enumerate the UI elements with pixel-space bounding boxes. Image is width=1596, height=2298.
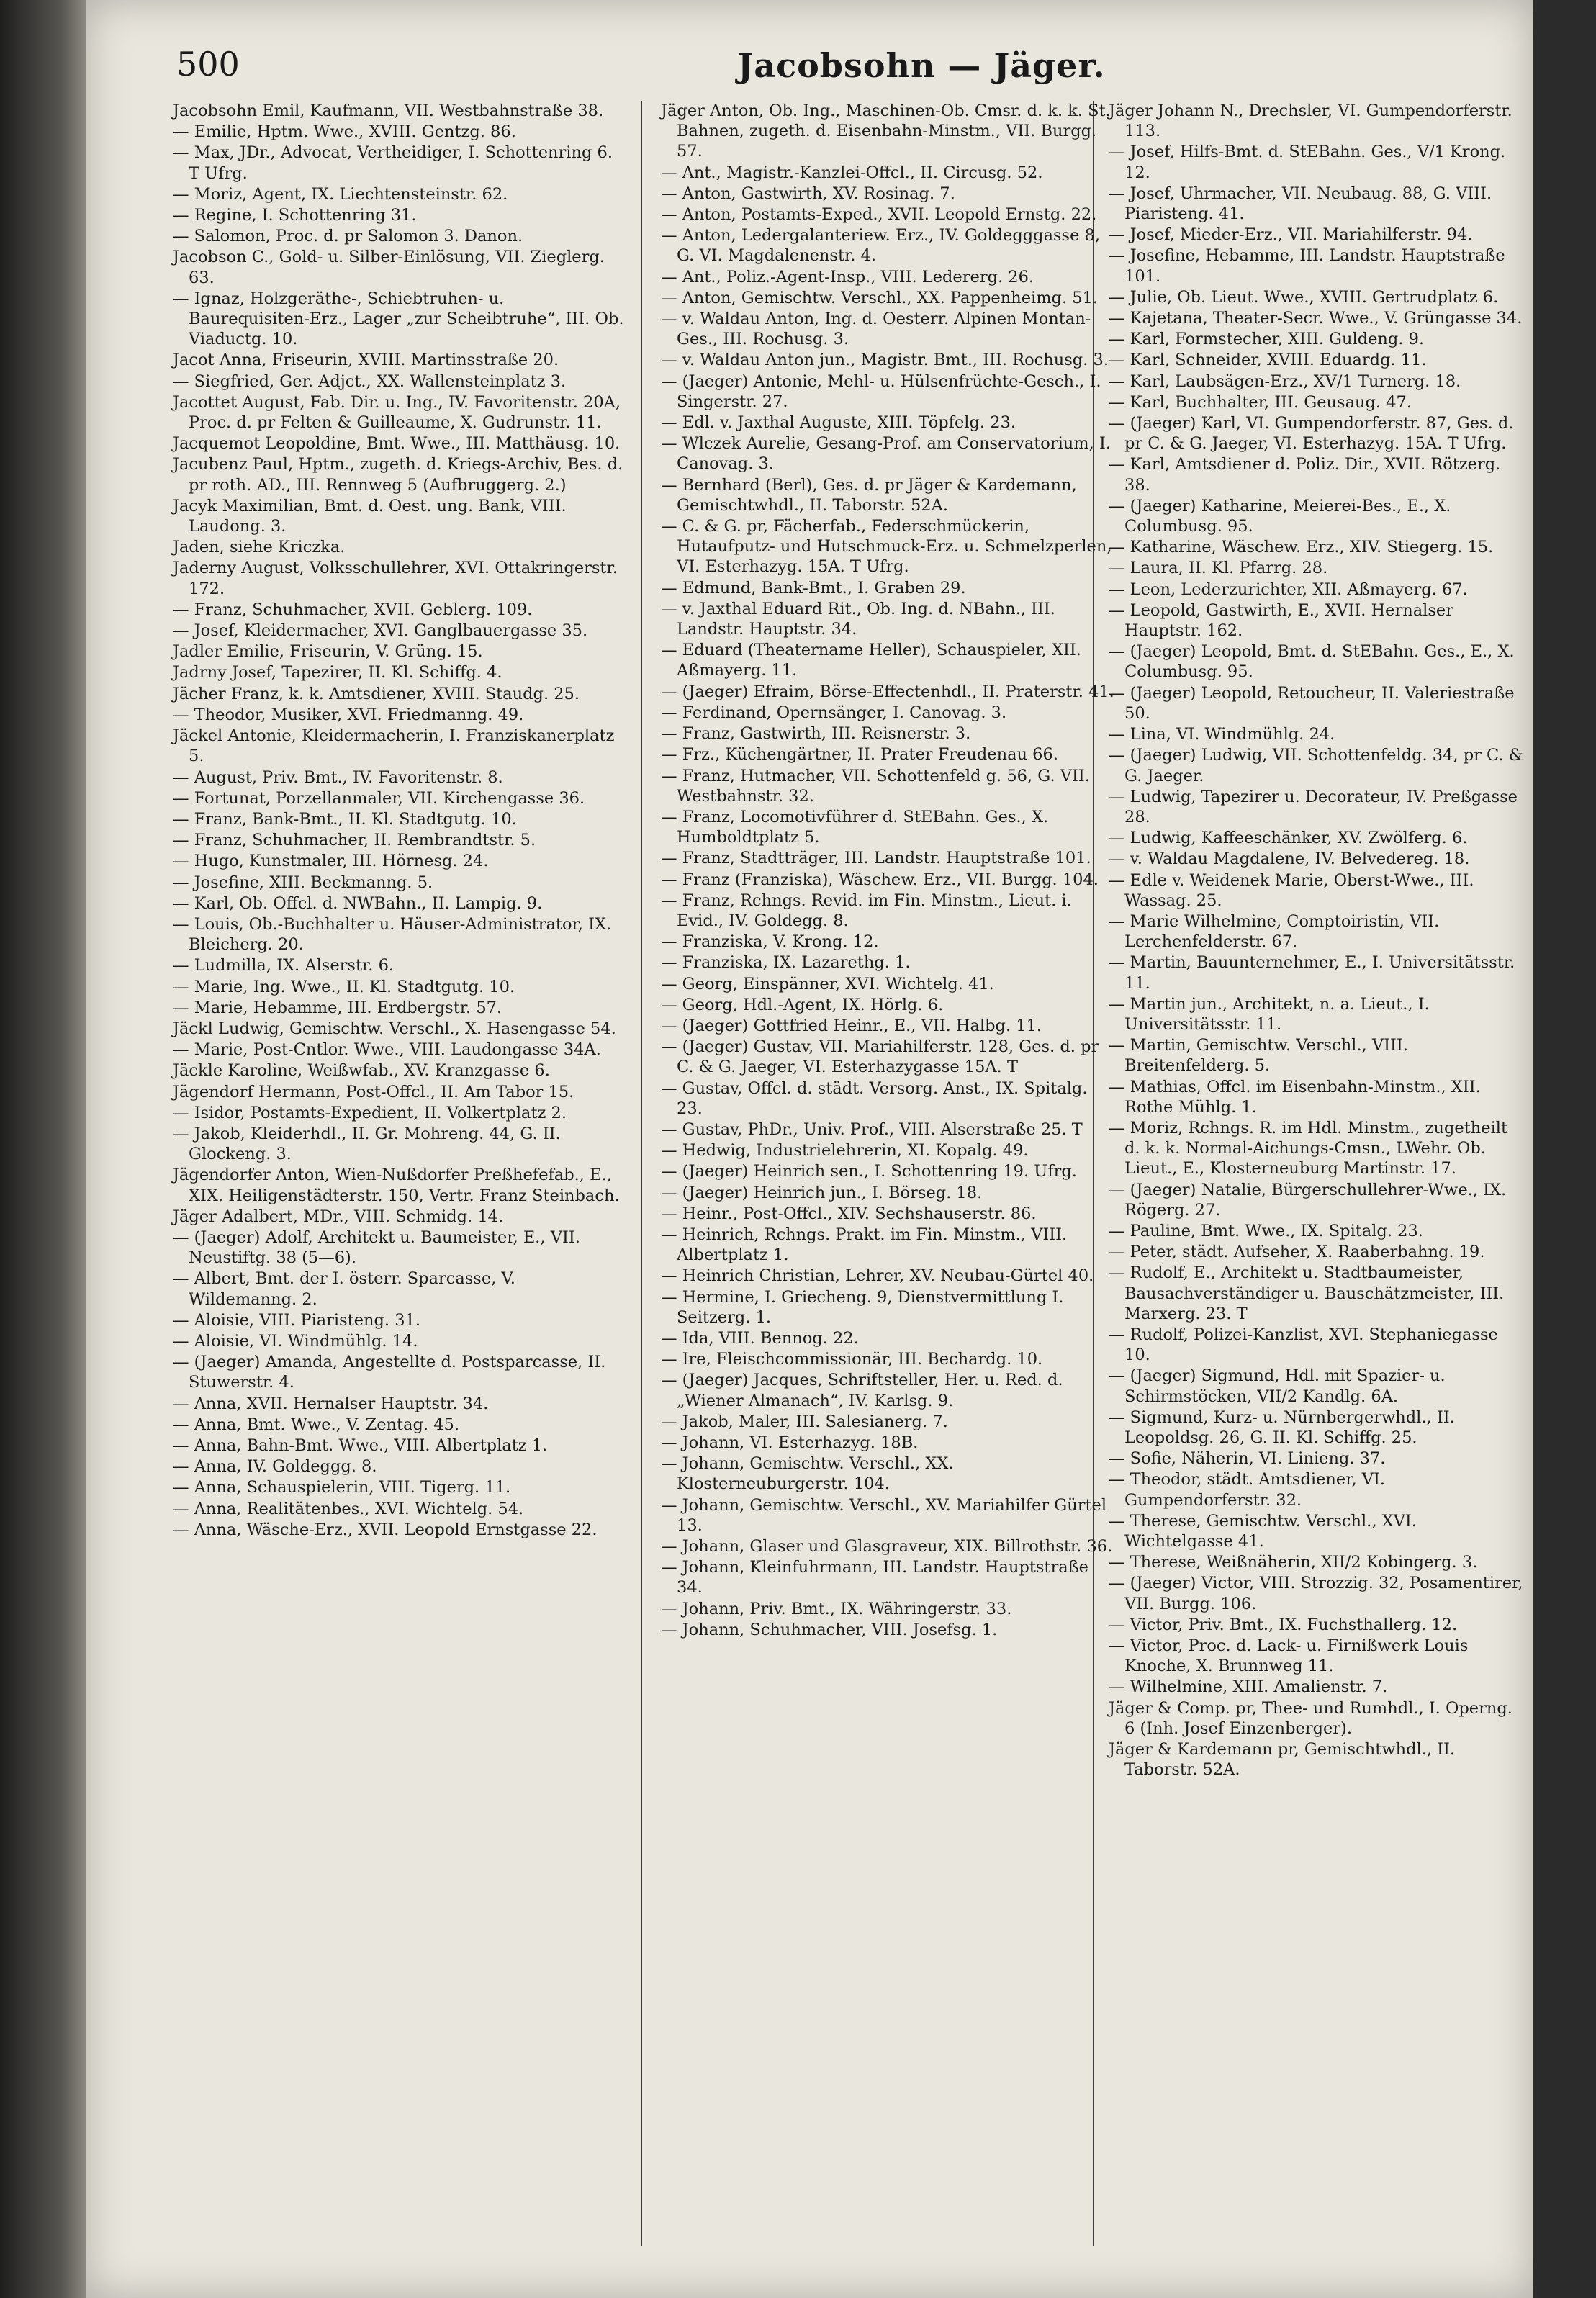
directory-entry: — (Jaeger) Amanda, Angestellte d. Postsparcasse, II. Stuwerstr. 4. [173, 1353, 606, 1392]
directory-entry: — Pauline, Bmt. Wwe., IX. Spitalg. 23. [1109, 1221, 1423, 1240]
directory-entry: Jäger Johann N., Drechsler, VI. Gumpendorferstr. 113. [1109, 102, 1512, 141]
directory-entry: — Ludwig, Tapezirer u. Decorateur, IV. Preßgasse 28. [1109, 787, 1518, 826]
directory-entry: — Kajetana, Theater-Secr. Wwe., V. Grüngasse 34. [1109, 309, 1523, 328]
directory-entry: — Aloisie, VI. Windmühlg. 14. [173, 1331, 418, 1351]
directory-entry: — Therese, Gemischtw. Verschl., XVI. Wichtelgasse 41. [1109, 1511, 1417, 1551]
directory-entry: — Heinrich Christian, Lehrer, XV. Neubau-Gürtel 40. [661, 1266, 1094, 1286]
directory-entry: Jaderny August, Volksschullehrer, XVI. Ottakringerstr. 172. [173, 559, 618, 598]
directory-entry: — Martin, Bauunternehmer, E., I. Universitätsstr. 11. [1109, 953, 1515, 993]
directory-entry: — Jakob, Maler, III. Salesianerg. 7. [661, 1412, 948, 1431]
directory-entry: Jadler Emilie, Friseurin, V. Grüng. 15. [173, 642, 483, 662]
directory-entry: — Gustav, PhDr., Univ. Prof., VIII. Alserstraße 25. T [661, 1119, 1083, 1139]
directory-entry: — Ant., Magistr.-Kanzlei-Offcl., II. Circusg. 52. [661, 163, 1043, 182]
directory-entry: — Mathias, Offcl. im Eisenbahn-Minstm., XII. Rothe Mühlg. 1. [1109, 1077, 1481, 1117]
directory-entry: — (Jaeger) Victor, VIII. Strozzig. 32, Posamentirer, VII. Burgg. 106. [1109, 1574, 1523, 1613]
directory-entry: — Theodor, Musiker, XVI. Friedmanng. 49. [173, 705, 524, 724]
directory-entry: — (Jaeger) Karl, VI. Gumpendorferstr. 87, Ges. d. pr C. & G. Jaeger, VI. Esterhazyg. 15A. T Ufrg. [1109, 414, 1514, 454]
directory-entry: — Johann, Kleinfuhrmann, III. Landstr. Hauptstraße 34. [661, 1558, 1088, 1598]
directory-entry: — Johann, Gemischtw. Verschl., XX. Klosterneuburgerstr. 104. [661, 1454, 954, 1494]
directory-entry: — Karl, Amtsdiener d. Poliz. Dir., XVII. Rötzerg. 38. [1109, 455, 1501, 495]
directory-entry: — Leon, Lederzurichter, XII. Aßmayerg. 67. [1109, 580, 1468, 599]
directory-entry: — Heinrich, Rchngs. Prakt. im Fin. Minstm., VIII. Albertplatz 1. [661, 1225, 1068, 1265]
directory-entry: Jacquemot Leopoldine, Bmt. Wwe., III. Matthäusg. 10. [173, 434, 621, 454]
directory-entry: Jäger & Comp. pr, Thee- und Rumhdl., I. Operng. 6 (Inh. Josef Einzenberger). [1109, 1698, 1512, 1738]
directory-entry: — Franziska, IX. Lazarethg. 1. [661, 953, 911, 973]
directory-entry: — (Jaeger) Gottfried Heinr., E., VII. Halbg. 11. [661, 1016, 1042, 1035]
directory-entry: — (Jaeger) Ludwig, VII. Schottenfeldg. 34, pr C. & G. Jaeger. [1109, 746, 1523, 785]
directory-entry: — Louis, Ob.-Buchhalter u. Häuser-Administrator, IX. Bleicherg. 20. [173, 914, 612, 955]
directory-entry: Jägendorf Hermann, Post-Offcl., II. Am Tabor 15. [173, 1082, 574, 1101]
directory-entry: — Karl, Ob. Offcl. d. NWBahn., II. Lampig. 9. [173, 893, 543, 913]
directory-entry: Jacot Anna, Friseurin, XVIII. Martinsstraße 20. [173, 351, 559, 370]
directory-entry: — (Jaeger) Heinrich jun., I. Börseg. 18. [661, 1183, 983, 1202]
directory-entry: — Anna, Realitätenbes., XVI. Wichtelg. 54. [173, 1499, 524, 1518]
directory-entry: — (Jaeger) Gustav, VII. Mariahilferstr. 128, Ges. d. pr C. & G. Jaeger, VI. Esterhazygasse 15A. T [661, 1037, 1099, 1077]
directory-entry: — Franz, Hutmacher, VII. Schottenfeld g. 56, G. VII. Westbahnstr. 32. [661, 766, 1090, 806]
directory-entry: — Karl, Formstecher, XIII. Guldeng. 9. [1109, 330, 1425, 349]
directory-entry: — Moriz, Agent, IX. Liechtensteinstr. 62. [173, 184, 508, 204]
directory-entry: — Marie Wilhelmine, Comptoiristin, VII. Lerchenfelderstr. 67. [1109, 911, 1440, 952]
directory-entry: — Laura, II. Kl. Pfarrg. 28. [1109, 559, 1328, 578]
directory-entry: Jacobson C., Gold- u. Silber-Einlösung, VII. Zieglerg. 63. [173, 248, 605, 287]
directory-entry: Jacyk Maximilian, Bmt. d. Oest. ung. Bank, VIII. Laudong. 3. [173, 496, 567, 536]
directory-entry: — Franz, Schuhmacher, II. Rembrandtstr. 5. [173, 831, 536, 850]
directory-entry: — Anton, Gemischtw. Verschl., XX. Pappenheimg. 51. [661, 288, 1099, 307]
directory-entry: — Aloisie, VIII. Piaristeng. 31. [173, 1310, 421, 1330]
directory-entry: — (Jaeger) Katharine, Meierei-Bes., E., X. Columbusg. 95. [1109, 496, 1451, 536]
directory-entry: — Eduard (Theatername Heller), Schauspieler, XII. Aßmayerg. 11. [661, 641, 1081, 680]
directory-entry: — (Jaeger) Natalie, Bürgerschullehrer-Wwe., IX. Rögerg. 27. [1109, 1180, 1507, 1220]
directory-entry: — Wilhelmine, XIII. Amalienstr. 7. [1109, 1677, 1388, 1697]
directory-entry: — Katharine, Wäschew. Erz., XIV. Stiegerg. 15. [1109, 538, 1494, 557]
directory-entry: — Karl, Buchhalter, III. Geusaug. 47. [1109, 392, 1412, 412]
directory-entry: — Regine, I. Schottenring 31. [173, 206, 417, 225]
directory-entry: Jacottet August, Fab. Dir. u. Ing., IV. Favoritenstr. 20A, Proc. d. pr Felten & Guilleaume, X. Gudrunstr. 11. [173, 392, 621, 433]
directory-entry: Jäckel Antonie, Kleidermacherin, I. Franziskanerplatz 5. [173, 726, 615, 766]
directory-entry: — v. Jaxthal Eduard Rit., Ob. Ing. d. NBahn., III. Landstr. Hauptstr. 34. [661, 599, 1055, 639]
directory-entry: — Anna, Schauspielerin, VIII. Tigerg. 11. [173, 1478, 511, 1497]
directory-entry: Jäckl Ludwig, Gemischtw. Verschl., X. Hasengasse 54. [173, 1019, 616, 1038]
directory-entry: — Rudolf, E., Architekt u. Stadtbaumeister, Bausachverständiger u. Bauschätzmeister, III. Marxerg. 23. T [1109, 1263, 1505, 1323]
directory-entry: — Josef, Mieder-Erz., VII. Mariahilferstr. 94. [1109, 225, 1473, 245]
directory-entry: — Franz (Franziska), Wäschew. Erz., VII. Burgg. 104. [661, 870, 1099, 889]
directory-entry: — v. Waldau Anton jun., Magistr. Bmt., III. Rochusg. 3. [661, 351, 1109, 370]
directory-entry: — Sigmund, Kurz- u. Nürnbergerwhdl., II. Leopoldsg. 26, G. II. Kl. Schiffg. 25. [1109, 1407, 1455, 1447]
directory-entry: — Anna, Wäsche-Erz., XVII. Leopold Ernstgasse 22. [173, 1520, 598, 1539]
directory-entry: — Johann, Priv. Bmt., IX. Währingerstr. 33. [661, 1599, 1012, 1618]
directory-entry: — Rudolf, Polizei-Kanzlist, XVI. Stephaniegasse 10. [1109, 1325, 1498, 1365]
directory-entry: — Leopold, Gastwirth, E., XVII. Hernalser Hauptstr. 162. [1109, 600, 1453, 641]
directory-entry: — Franz, Locomotivführer d. StEBahn. Ges., X. Humboldtplatz 5. [661, 807, 1049, 847]
directory-entry: — Wlczek Aurelie, Gesang-Prof. am Conservatorium, I. Canovag. 3. [661, 434, 1111, 474]
directory-entry: — Josef, Uhrmacher, VII. Neubaug. 88, G. VIII. Piaristeng. 41. [1109, 184, 1492, 224]
directory-entry: — Anton, Ledergalanteriew. Erz., IV. Goldegggasse 8, G. VI. Magdalenenstr. 4. [661, 226, 1101, 266]
directory-entry: Jadrny Josef, Tapezirer, II. Kl. Schiffg. 4. [173, 663, 502, 682]
directory-entry: — Martin jun., Architekt, n. a. Lieut., I. Universitätsstr. 11. [1109, 994, 1430, 1034]
directory-entry: — Ludmilla, IX. Alserstr. 6. [173, 956, 395, 975]
book-spine-shadow [0, 0, 86, 2298]
page-number: 500 [176, 45, 240, 84]
directory-entry: — Franz, Gastwirth, III. Reisnerstr. 3. [661, 724, 971, 744]
directory-entry: — Anton, Postamts-Exped., XVII. Leopold Ernstg. 22. [661, 205, 1097, 225]
column-rule-1 [641, 101, 642, 2246]
directory-entry: — Julie, Ob. Lieut. Wwe., XVIII. Gertrudplatz 6. [1109, 287, 1499, 307]
directory-entry: — Isidor, Postamts-Expedient, II. Volkertplatz 2. [173, 1103, 567, 1122]
directory-entry: Jägendorfer Anton, Wien-Nußdorfer Preßhefefab., E., XIX. Heiligenstädterstr. 150, Vertr. Franz Steinbach. [173, 1166, 620, 1205]
directory-entry: — Emilie, Hptm. Wwe., XVIII. Gentzg. 86. [173, 122, 516, 142]
directory-entry: — Ludwig, Kaffeeschänker, XV. Zwölferg. 6. [1109, 829, 1468, 848]
directory-entry: — Lina, VI. Windmühlg. 24. [1109, 725, 1335, 744]
directory-entry: — Johann, VI. Esterhazyg. 18B. [661, 1433, 919, 1452]
directory-entry: — (Jaeger) Efraim, Börse-Effectenhdl., II. Praterstr. 41. [661, 682, 1114, 701]
directory-entry: — Josef, Kleidermacher, XVI. Ganglbauergasse 35. [173, 621, 588, 641]
directory-entry: — Ant., Poliz.-Agent-Insp., VIII. Ledererg. 26. [661, 267, 1034, 287]
directory-entry: — Anna, Bahn-Bmt. Wwe., VIII. Albertplatz 1. [173, 1436, 548, 1455]
directory-entry: Jäger & Kardemann pr, Gemischtwhdl., II. Taborstr. 52A. [1109, 1740, 1456, 1780]
directory-entry: — Josef, Hilfs-Bmt. d. StEBahn. Ges., V/1 Krong. 12. [1109, 143, 1506, 182]
directory-entry: — Hugo, Kunstmaler, III. Hörnesg. 24. [173, 852, 489, 871]
directory-entry: — Martin, Gemischtw. Verschl., VIII. Breitenfelderg. 5. [1109, 1036, 1408, 1076]
directory-entry: — Edl. v. Jaxthal Auguste, XIII. Töpfelg. 23. [661, 413, 1016, 433]
directory-entry: — Victor, Proc. d. Lack- u. Firnißwerk Louis Knoche, X. Brunnweg 11. [1109, 1636, 1469, 1676]
directory-entry: — Franz, Schuhmacher, XVII. Geblerg. 109. [173, 600, 533, 619]
directory-entry: — (Jaeger) Sigmund, Hdl. mit Spazier- u. Schirmstöcken, VII/2 Kandlg. 6A. [1109, 1366, 1446, 1406]
directory-entry: — Salomon, Proc. d. pr Salomon 3. Danon. [173, 227, 523, 246]
directory-entry: — Victor, Priv. Bmt., IX. Fuchsthallerg. 12. [1109, 1615, 1458, 1634]
running-head: Jacobsohn — Jäger. [737, 46, 1106, 85]
directory-entry: — Franziska, V. Krong. 12. [661, 932, 879, 952]
directory-entry: — (Jaeger) Leopold, Bmt. d. StEBahn. Ges., E., X. Columbusg. 95. [1109, 642, 1515, 682]
directory-entry: — Fortunat, Porzellanmaler, VII. Kirchengasse 36. [173, 788, 585, 808]
directory-entry: — Edmund, Bank-Bmt., I. Graben 29. [661, 578, 966, 598]
directory-entry: — Ferdinand, Opernsänger, I. Canovag. 3. [661, 703, 1007, 722]
directory-entry: Jäger Anton, Ob. Ing., Maschinen-Ob. Cmsr. d. k. k. St. Bahnen, zugeth. d. Eisenbahn-Minstm., VII. Burgg. 57. [661, 102, 1111, 161]
directory-entry: — Anna, IV. Goldeggg. 8. [173, 1457, 377, 1477]
directory-entry: — Hedwig, Industrielehrerin, XI. Kopalg. 49. [661, 1141, 1029, 1161]
directory-entry: Jäckle Karoline, Weißwfab., XV. Kranzgasse 6. [173, 1061, 550, 1081]
column-2 [661, 101, 1114, 1641]
directory-entry: — Anna, Bmt. Wwe., V. Zentag. 45. [173, 1415, 459, 1434]
directory-entry: — Siegfried, Ger. Adjct., XX. Wallensteinplatz 3. [173, 371, 567, 391]
directory-entry: — August, Priv. Bmt., IV. Favoritenstr. 8. [173, 767, 503, 787]
directory-entry: — (Jaeger) Heinrich sen., I. Schottenring 19. Ufrg. [661, 1162, 1077, 1181]
directory-entry: — Heinr., Post-Offcl., XIV. Sechshauserstr. 86. [661, 1204, 1037, 1223]
directory-entry: — Johann, Glaser und Glasgraveur, XIX. Billrothstr. 36. [661, 1537, 1113, 1556]
directory-entry: — Franz, Bank-Bmt., II. Kl. Stadtgutg. 10. [173, 809, 517, 829]
directory-entry: — Sofie, Näherin, VI. Linieng. 37. [1109, 1449, 1386, 1469]
directory-entry: — Bernhard (Berl), Ges. d. pr Jäger & Kardemann, Gemischtwhdl., II. Taborstr. 52A. [661, 475, 1077, 515]
directory-entry: — Albert, Bmt. der I. österr. Sparcasse, V. Wildemanng. 2. [173, 1269, 515, 1309]
column-3 [1109, 101, 1526, 1780]
directory-entry: — C. & G. pr, Fächerfab., Federschmückerin, Hutaufputz- und Hutschmuck-Erz. u. Schmelzperlen, VI. Esterhazyg. 15A. T Ufrg. [661, 517, 1112, 577]
directory-entry: — Franz, Stadtträger, III. Landstr. Hauptstraße 101. [661, 849, 1091, 868]
directory-entry: — v. Waldau Magdalene, IV. Belvedereg. 18. [1109, 850, 1470, 869]
directory-entry: — Karl, Schneider, XVIII. Eduardg. 11. [1109, 351, 1427, 370]
directory-entry: — Georg, Einspänner, XVI. Wichtelg. 41. [661, 974, 994, 993]
directory-entry: Jacobsohn Emil, Kaufmann, VII. Westbahnstraße 38. [173, 102, 604, 120]
directory-entry: — Max, JDr., Advocat, Vertheidiger, I. Schottenring 6. T Ufrg. [173, 143, 613, 183]
directory-entry: — Josefine, XIII. Beckmanng. 5. [173, 873, 433, 892]
directory-entry: — Karl, Laubsägen-Erz., XV/1 Turnerg. 18. [1109, 371, 1461, 391]
directory-entry: — (Jaeger) Adolf, Architekt u. Baumeister, E., VII. Neustiftg. 38 (5—6). [173, 1227, 580, 1268]
directory-entry: — Marie, Ing. Wwe., II. Kl. Stadtgutg. 10. [173, 977, 515, 996]
directory-entry: — (Jaeger) Jacques, Schriftsteller, Her. u. Red. d. „Wiener Almanach“, IV. Karlsg. 9. [661, 1371, 1063, 1410]
directory-entry: — Frz., Küchengärtner, II. Prater Freudenau 66. [661, 745, 1058, 765]
directory-entry: — Anton, Gastwirth, XV. Rosinag. 7. [661, 184, 955, 203]
directory-entry: — Marie, Post-Cntlor. Wwe., VIII. Laudongasse 34A. [173, 1040, 601, 1060]
directory-entry: — (Jaeger) Antonie, Mehl- u. Hülsenfrüchte-Gesch., I. Singerstr. 27. [661, 371, 1101, 411]
directory-entry: — Anna, XVII. Hernalser Hauptstr. 34. [173, 1394, 489, 1413]
directory-entry: — Theodor, städt. Amtsdiener, VI. Gumpendorferstr. 32. [1109, 1470, 1386, 1510]
directory-entry: — Edle v. Weidenek Marie, Oberst-Wwe., III. Wassag. 25. [1109, 870, 1474, 910]
directory-entry: — Moriz, Rchngs. R. im Hdl. Minstm., zugetheilt d. k. k. Normal-Aichungs-Cmsn., LWehr. Ob. Lieut., E., Klosterneuburg Martinstr. 17. [1109, 1118, 1508, 1179]
directory-entry: — Marie, Hebamme, III. Erdbergstr. 57. [173, 998, 502, 1017]
directory-entry: — v. Waldau Anton, Ing. d. Oesterr. Alpinen Montan-Ges., III. Rochusg. 3. [661, 310, 1091, 349]
directory-entry: — Gustav, Offcl. d. städt. Versorg. Anst., IX. Spitalg. 23. [661, 1078, 1088, 1118]
directory-entry: — (Jaeger) Leopold, Retoucheur, II. Valeriestraße 50. [1109, 683, 1515, 723]
directory-entry: — Georg, Hdl.-Agent, IX. Hörlg. 6. [661, 995, 944, 1014]
column-1 [173, 101, 626, 1541]
directory-entry: — Josefine, Hebamme, III. Landstr. Hauptstraße 101. [1109, 246, 1505, 286]
directory-entry: Jaden, siehe Kriczka. [173, 538, 346, 557]
directory-entry: — Jakob, Kleiderhdl., II. Gr. Mohreng. 44, G. II. Glockeng. 3. [173, 1124, 561, 1164]
directory-entry: Jäger Adalbert, MDr., VIII. Schmidg. 14. [173, 1207, 504, 1226]
directory-entry: — Ire, Fleischcommissionär, III. Bechardg. 10. [661, 1350, 1043, 1369]
directory-entry: — Hermine, I. Griecheng. 9, Dienstvermittlung I. Seitzerg. 1. [661, 1287, 1064, 1327]
directory-entry: — Franz, Rchngs. Revid. im Fin. Minstm., Lieut. i. Evid., IV. Goldegg. 8. [661, 891, 1072, 930]
directory-entry: — Therese, Weißnäherin, XII/2 Kobingerg. 3. [1109, 1553, 1478, 1572]
directory-entry: — Ida, VIII. Bennog. 22. [661, 1328, 859, 1348]
directory-entry: — Peter, städt. Aufseher, X. Raaberbahng. 19. [1109, 1243, 1485, 1262]
directory-entry: — Johann, Gemischtw. Verschl., XV. Mariahilfer Gürtel 13. [661, 1495, 1107, 1535]
directory-entry: Jächer Franz, k. k. Amtsdiener, XVIII. Staudg. 25. [173, 684, 580, 703]
directory-entry: Jacubenz Paul, Hptm., zugeth. d. Kriegs-Archiv, Bes. d. pr roth. AD., III. Rennweg 5 (Aufbruggerg. 2.) [173, 455, 623, 495]
directory-entry: — Johann, Schuhmacher, VIII. Josefsg. 1. [661, 1620, 998, 1639]
directory-entry: — Ignaz, Holzgeräthe-, Schiebtruhen- u. Baurequisiten-Erz., Lager „zur Scheibtruhe“, III. Ob. Viaductg. 10. [173, 289, 624, 349]
